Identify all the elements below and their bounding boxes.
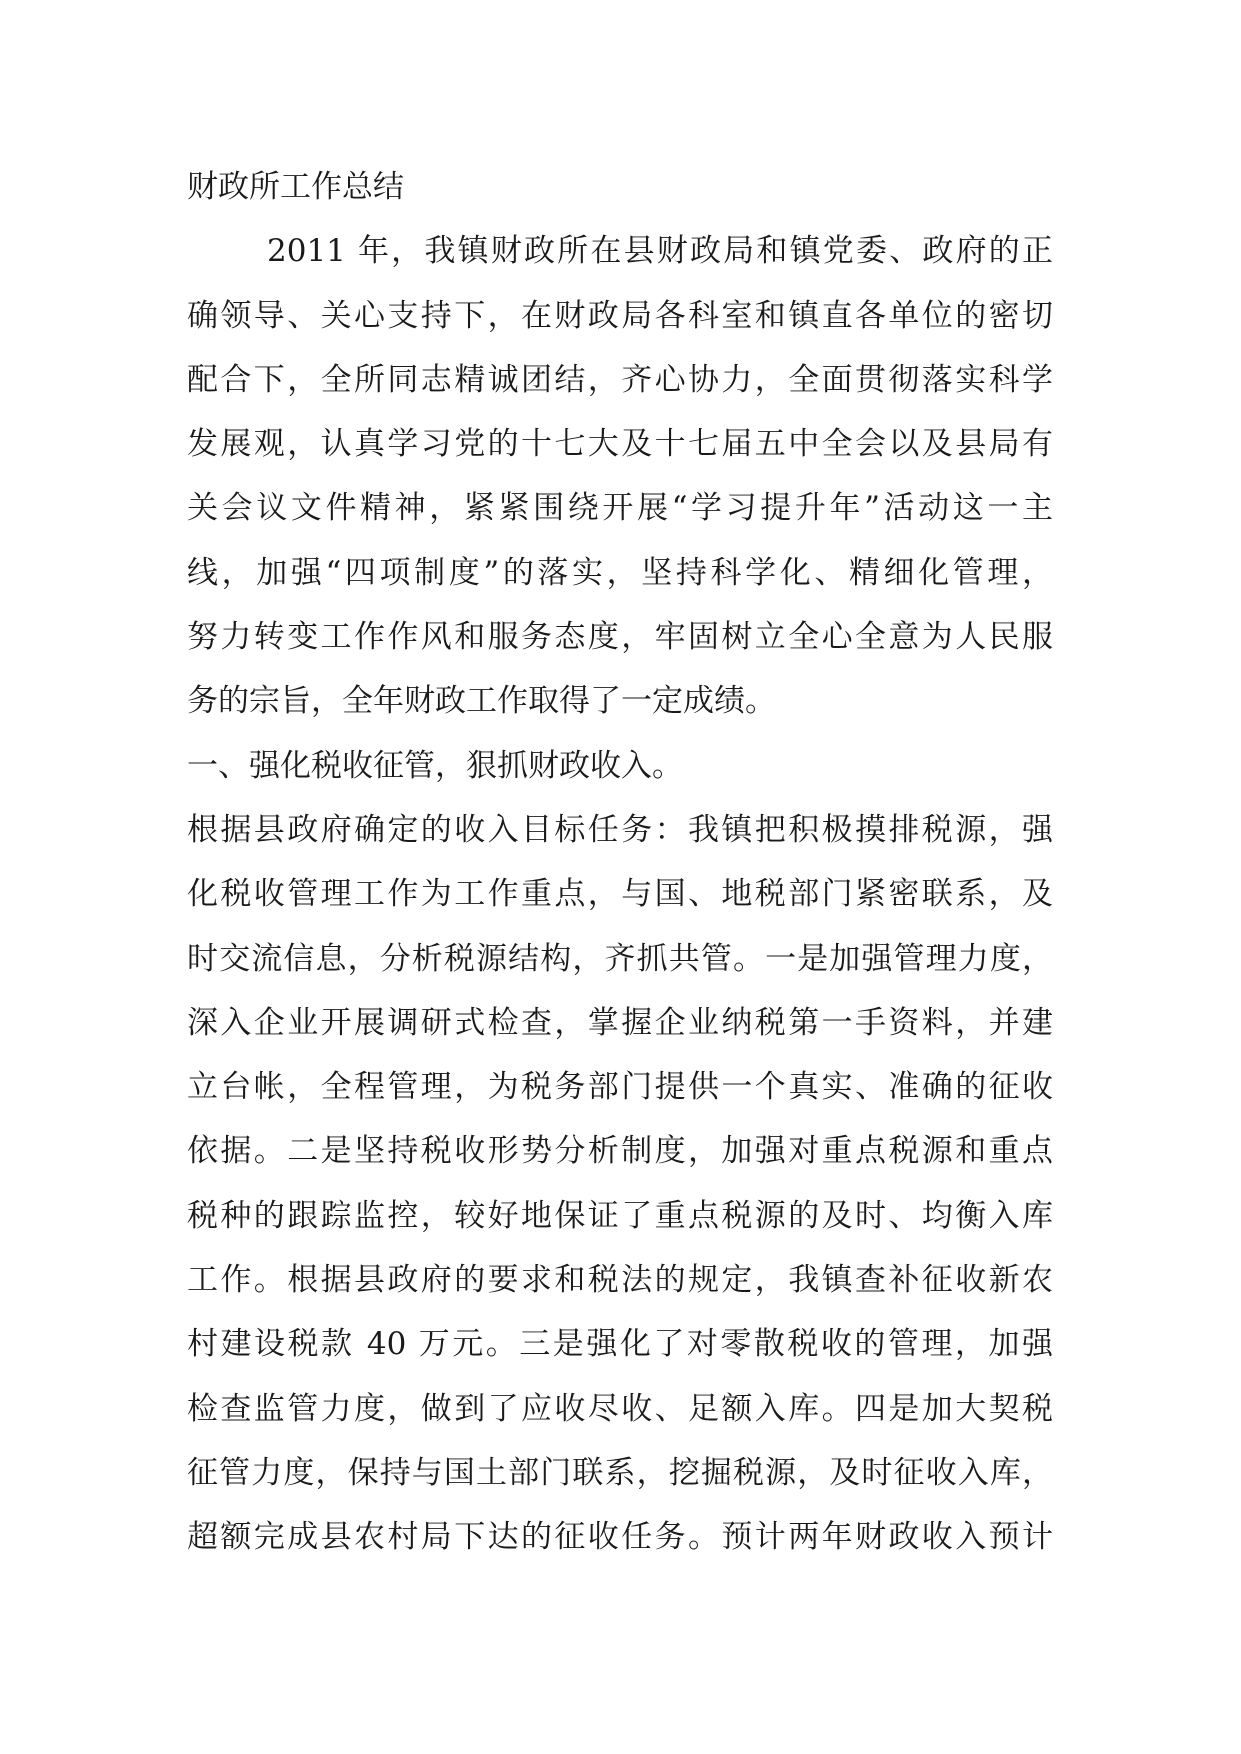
section-heading: 一、强化税收征管，狠抓财政收入。 xyxy=(187,747,683,784)
paragraph-line: 征管力度，保持与国土部门联系，挖掘税源，及时征收入库， xyxy=(187,1454,1053,1491)
paragraph-line: 化税收管理工作为工作重点，与国、地税部门紧密联系，及 xyxy=(187,876,1053,913)
paragraph-line: 努力转变工作作风和服务态度，牢固树立全心全意为人民服 xyxy=(187,619,1053,656)
paragraph-line: 务的宗旨，全年财政工作取得了一定成绩。 xyxy=(187,683,776,720)
paragraph-line: 根据县政府确定的收入目标任务：我镇把积极摸排税源，强 xyxy=(187,811,1053,848)
paragraph-line: 配合下，全所同志精诚团结，齐心协力，全面贯彻落实科学 xyxy=(187,361,1053,398)
paragraph-line: 时交流信息，分析税源结构，齐抓共管。一是加强管理力度， xyxy=(187,940,1053,977)
section-paragraph xyxy=(187,798,1053,1570)
paragraph-line: 发展观，认真学习党的十七大及十七届五中全会以及县局有 xyxy=(187,426,1053,463)
paragraph-line: 检查监管力度，做到了应收尽收、足额入库。四是加大契税 xyxy=(187,1390,1053,1427)
paragraph-line: 2011 年，我镇财政所在县财政局和镇党委、政府的正 xyxy=(267,233,1053,270)
paragraph-line: 超额完成县农村局下达的征收任务。预计两年财政收入预计 xyxy=(187,1519,1053,1556)
paragraph-line: 依据。二是坚持税收形势分析制度，加强对重点税源和重点 xyxy=(187,1133,1053,1170)
paragraph-line: 关会议文件精神，紧紧围绕开展“学习提升年”活动这一主 xyxy=(187,490,1053,527)
paragraph-line: 立台帐，全程管理，为税务部门提供一个真实、准确的征收 xyxy=(187,1069,1053,1106)
document-title: 财政所工作总结 xyxy=(187,169,404,205)
document-page xyxy=(187,155,1053,1570)
paragraph-line: 工作。根据县政府的要求和税法的规定，我镇查补征收新农 xyxy=(187,1262,1053,1299)
paragraph-line: 线，加强“四项制度”的落实，坚持科学化、精细化管理， xyxy=(187,554,1053,591)
intro-paragraph xyxy=(187,219,1053,733)
paragraph-line: 村建设税款 40 万元。三是强化了对零散税收的管理，加强 xyxy=(187,1326,1053,1363)
paragraph-line: 确领导、关心支持下，在财政局各科室和镇直各单位的密切 xyxy=(187,297,1053,334)
paragraph-line: 税种的跟踪监控，较好地保证了重点税源的及时、均衡入库 xyxy=(187,1197,1053,1234)
paragraph-line: 深入企业开展调研式检查，掌握企业纳税第一手资料，并建 xyxy=(187,1004,1053,1041)
